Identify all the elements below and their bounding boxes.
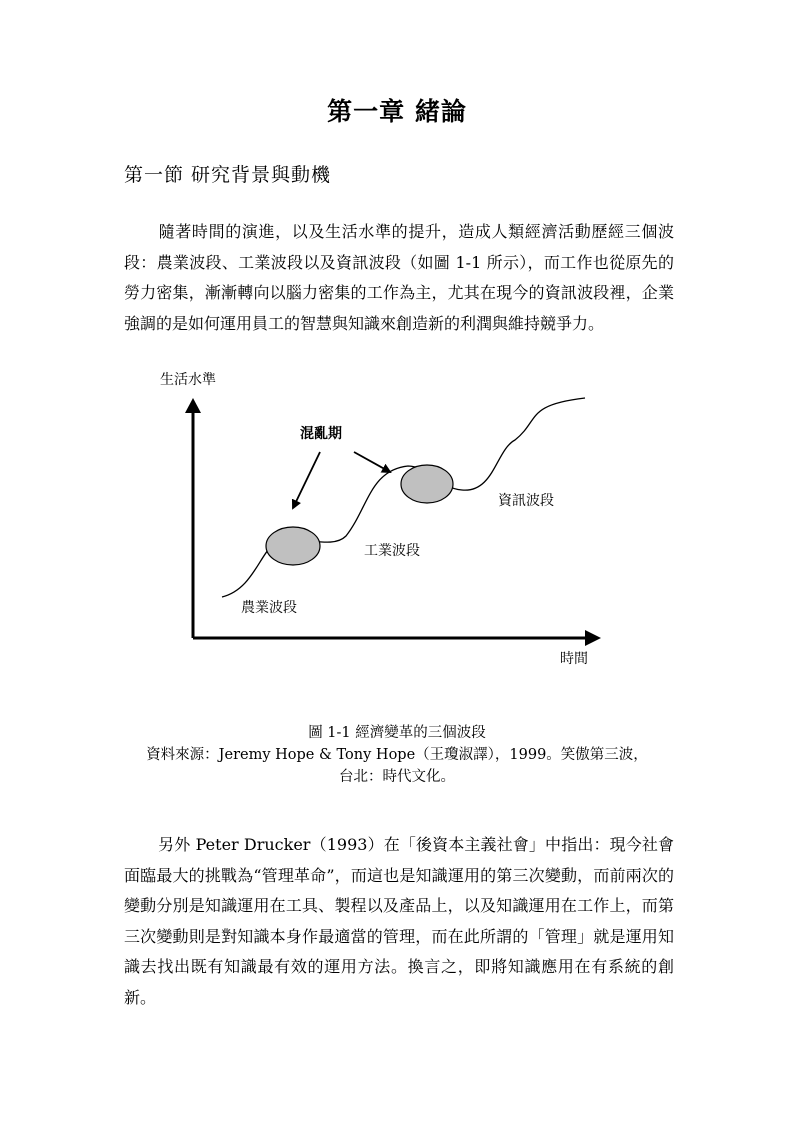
figure-caption-title: 圖 1-1 經濟變革的三個波段 bbox=[308, 725, 486, 741]
figure-caption-source-2: 台北：時代文化。 bbox=[339, 769, 455, 785]
chaos-period-label: 混亂期 bbox=[300, 426, 342, 442]
stage-industry-label: 工業波段 bbox=[364, 543, 420, 559]
paragraph-2-text: 另外 Peter Drucker（1993）在「後資本主義社會」中指出：現今社會面臨最大的挑戰為“管理革命”，而這也是知識運用的第三次變動，而前兩次的變動分別是知識運用在工具、製程以及產品上，以及知識運用在工作上，而第三次變動則是對知識本身作最適當的管理，而在此所謂的「管理」就是運用知識去找出既有知識最有效的運用方法。換言之，即將知識應用在有系統的創新。 bbox=[124, 835, 674, 1007]
stage-information-label: 資訊波段 bbox=[498, 493, 554, 509]
figure-economic-waves bbox=[0, 360, 794, 690]
paragraph-1 bbox=[124, 217, 674, 339]
chaos-arrow-1-icon bbox=[293, 452, 320, 508]
chaos-arrow-2-icon bbox=[354, 452, 390, 472]
x-axis-label: 時間 bbox=[560, 651, 588, 667]
section-title: 第一節 研究背景與動機 bbox=[124, 164, 332, 186]
chaos-ellipse-1 bbox=[266, 527, 320, 565]
y-axis-arrow-icon bbox=[185, 398, 201, 413]
figure-caption-source-1: 資料來源：Jeremy Hope & Tony Hope（王瓊淑譯），1999。笑傲第三波， bbox=[146, 747, 648, 763]
y-axis-label: 生活水準 bbox=[160, 372, 216, 388]
paragraph-2 bbox=[124, 830, 674, 1014]
x-axis-arrow-icon bbox=[585, 630, 601, 646]
figure-svg bbox=[0, 360, 794, 690]
paragraph-1-text: 隨著時間的演進，以及生活水準的提升，造成人類經濟活動歷經三個波段：農業波段、工業波段以及資訊波段（如圖 1-1 所示），而工作也從原先的勞力密集，漸漸轉向以腦力密集的工作為主，尤其在現今的資訊波段裡，企業強調的是如何運用員工的智慧與知識來創造新的利潤與維持競爭力。 bbox=[124, 222, 674, 333]
stage-agriculture-label: 農業波段 bbox=[241, 600, 297, 616]
chaos-ellipse-2 bbox=[401, 465, 453, 503]
chapter-title: 第一章 緒論 bbox=[327, 97, 467, 126]
